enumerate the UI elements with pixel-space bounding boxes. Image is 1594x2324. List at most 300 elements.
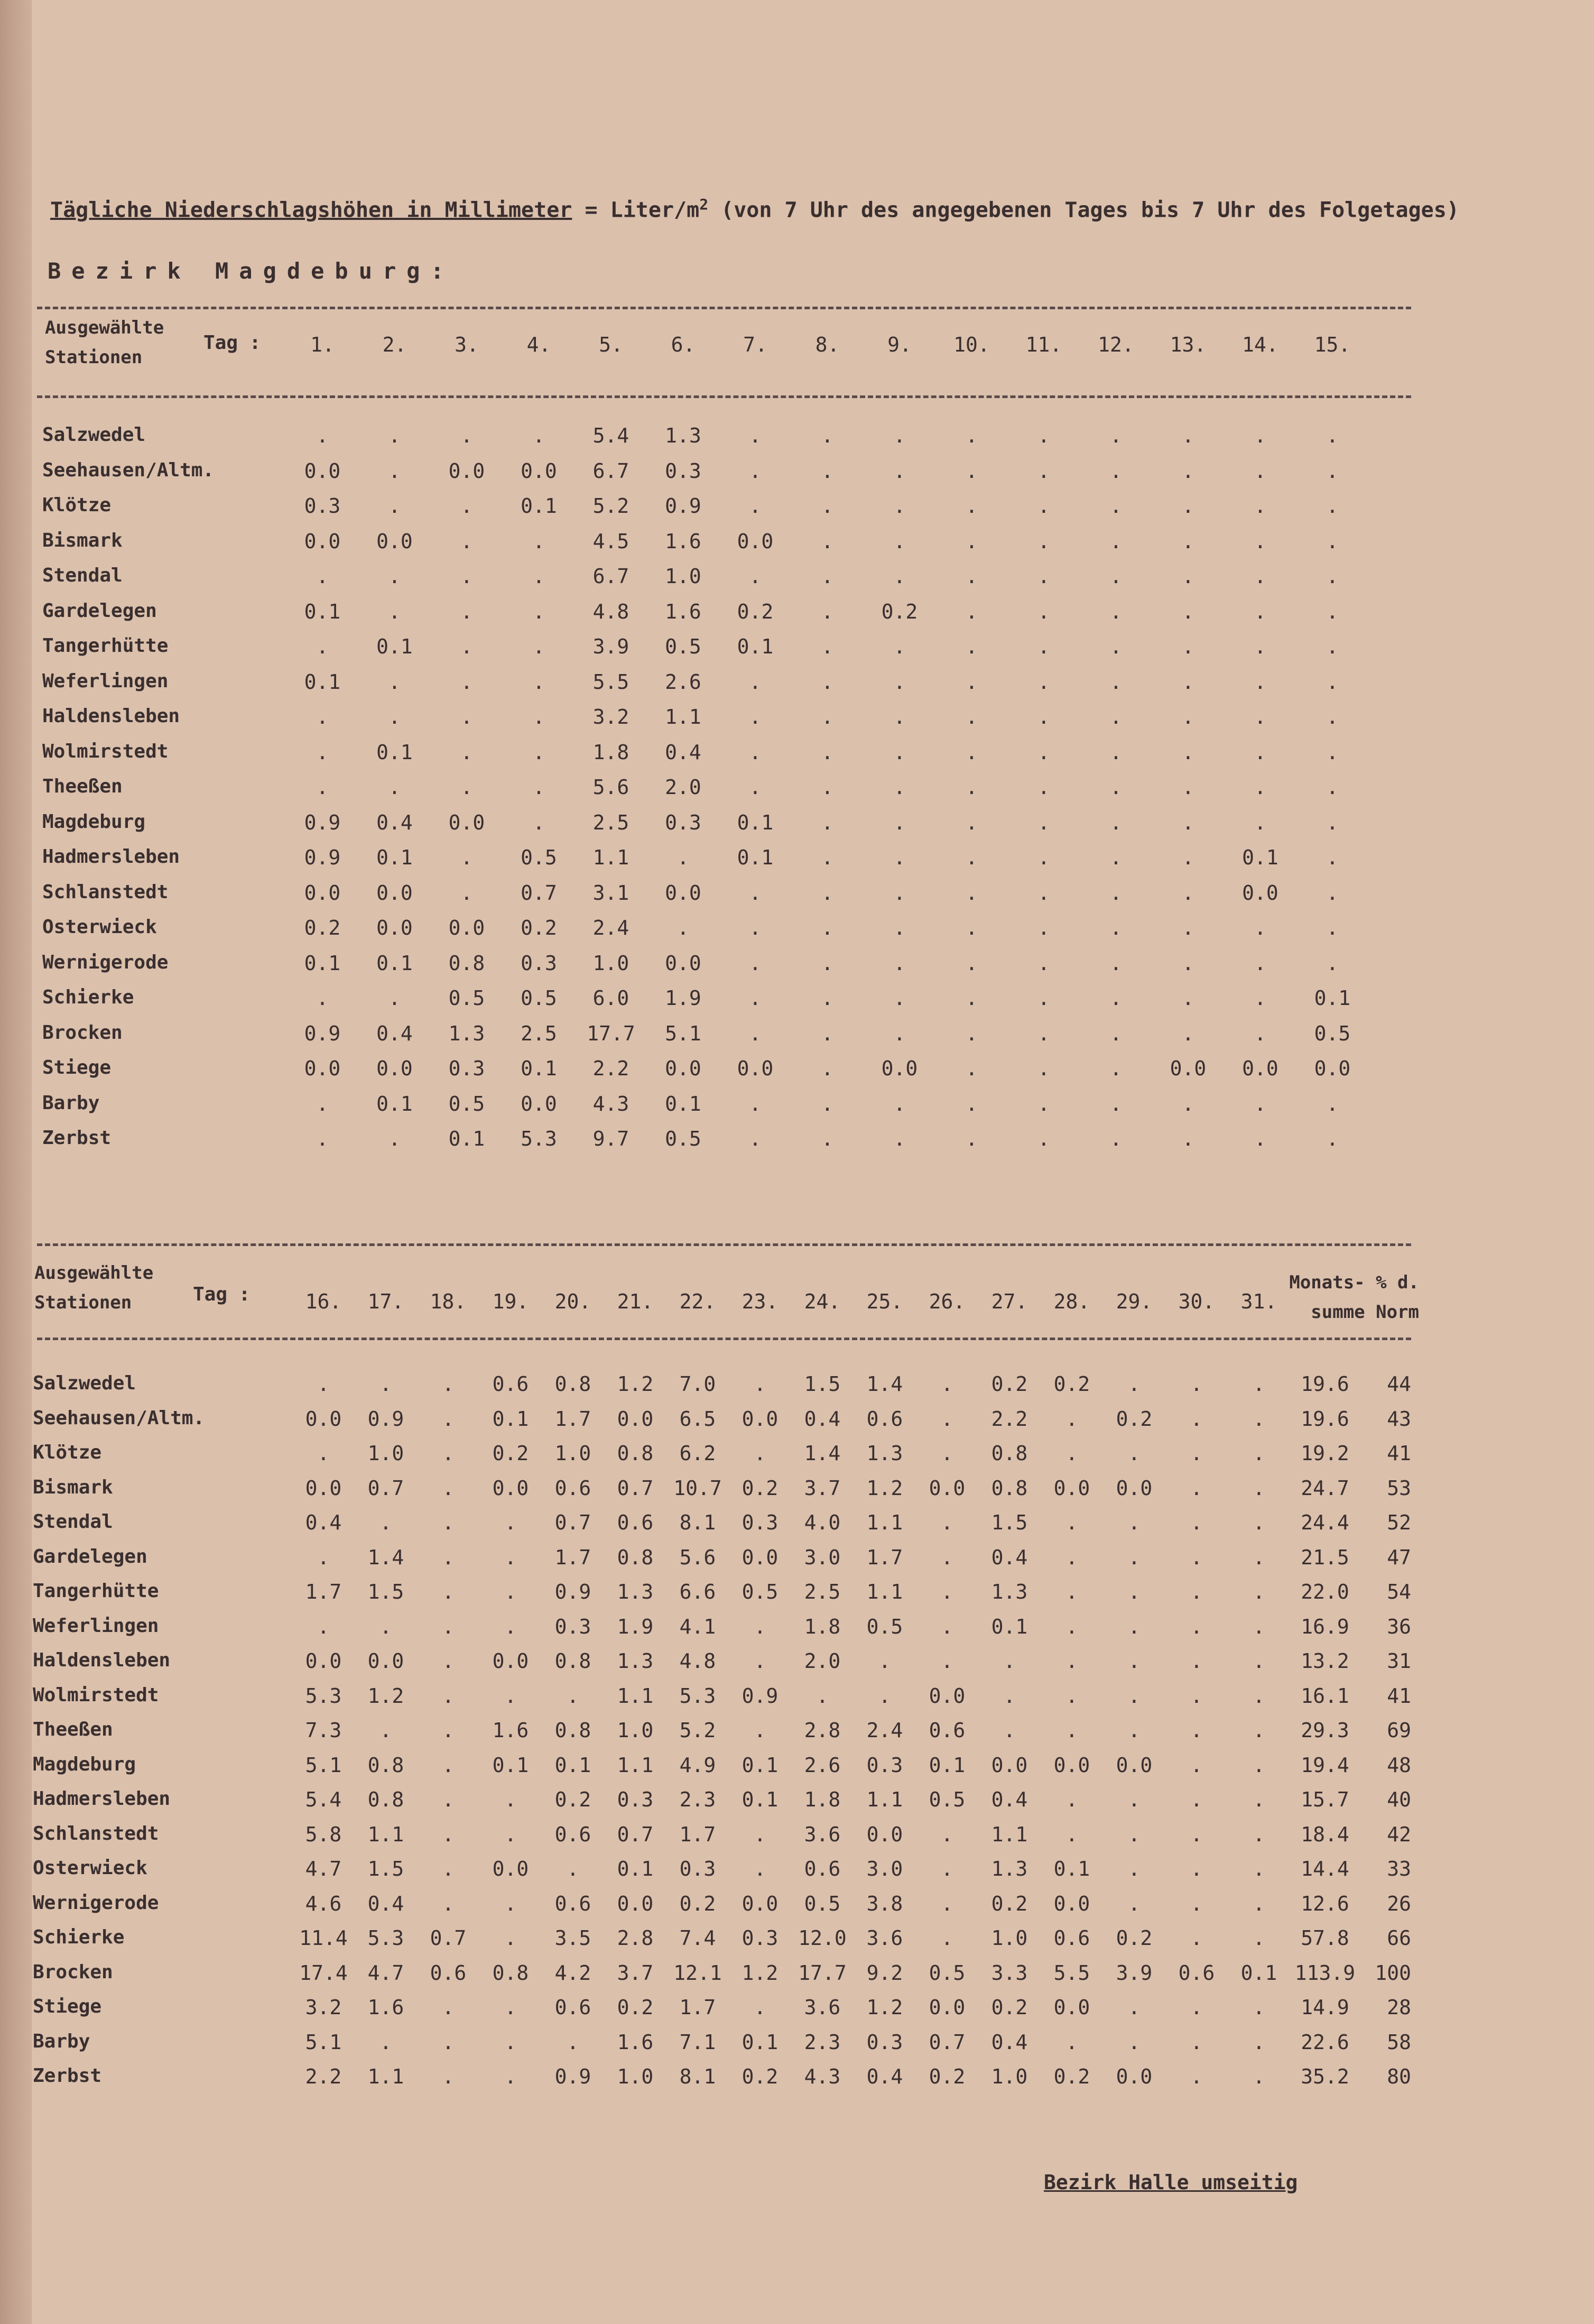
table2-value-cell: 3.5 <box>554 1926 591 1950</box>
table1-value-cell: . <box>749 494 762 518</box>
table2-value-cell: . <box>1128 1442 1141 1465</box>
table2-value-cell: . <box>504 1996 517 2019</box>
table2-value-cell: 2.8 <box>617 1926 654 1950</box>
percent-norm-cell: 36 <box>1387 1615 1411 1638</box>
table1-value-cell: 0.1 <box>376 951 413 975</box>
table1-value-cell: . <box>1254 705 1266 728</box>
table2-station-name: Brocken <box>33 1961 113 1983</box>
table1-value-cell: . <box>749 916 762 939</box>
table2-value-cell: . <box>1190 1926 1203 1950</box>
percent-norm-cell: 69 <box>1387 1719 1411 1742</box>
table2-value-cell: 0.3 <box>617 1788 654 1811</box>
table2-value-cell: 0.8 <box>554 1649 591 1673</box>
table1-value-cell: 0.0 <box>1242 1057 1278 1080</box>
table1-tag-label: Tag : <box>203 332 261 354</box>
table1-value-cell: . <box>460 600 473 623</box>
table2-value-cell: . <box>1128 1511 1141 1534</box>
table2-value-cell: 8.1 <box>679 1511 716 1534</box>
table2-value-cell: 0.0 <box>1053 1753 1090 1777</box>
table2-day-header: 22. <box>679 1290 716 1313</box>
table1-value-cell: . <box>749 1092 762 1115</box>
table2-value-cell: 0.0 <box>1116 1476 1153 1500</box>
table2-value-cell: . <box>1253 2065 1265 2088</box>
monthly-sum-cell: 19.6 <box>1301 1372 1349 1396</box>
table2-value-cell: 1.1 <box>866 1511 903 1534</box>
table1-value-cell: 0.1 <box>521 1057 557 1080</box>
table1-value-cell: . <box>1254 635 1266 658</box>
table1-value-cell: . <box>1326 635 1339 658</box>
table1-value-cell: . <box>893 635 906 658</box>
table2-value-cell: . <box>379 2030 392 2054</box>
table2-day-header: 25. <box>866 1290 903 1313</box>
table2-value-cell: . <box>442 2030 455 2054</box>
table2-value-cell: . <box>1253 2030 1265 2054</box>
table1-value-cell: . <box>966 846 978 869</box>
table2-value-cell: 1.6 <box>367 1996 404 2019</box>
table1-value-cell: 0.0 <box>737 1057 774 1080</box>
monthly-sum-cell: 24.4 <box>1301 1511 1349 1534</box>
table1-value-cell: . <box>1110 635 1122 658</box>
table1-value-cell: . <box>966 881 978 905</box>
table2-value-cell: . <box>1190 1857 1203 1880</box>
table2-value-cell: . <box>1253 1857 1265 1880</box>
table2-value-cell: 0.6 <box>804 1857 841 1880</box>
table2-value-cell: 0.6 <box>554 1476 591 1500</box>
table1-value-cell: . <box>1110 776 1122 799</box>
table1-value-cell: 0.1 <box>1242 846 1278 869</box>
table1-value-cell: . <box>749 776 762 799</box>
table1-value-cell: . <box>893 494 906 518</box>
percent-norm-cell: 43 <box>1387 1407 1411 1431</box>
table2-value-cell: . <box>1003 1719 1016 1742</box>
table2-day-header: 28. <box>1053 1290 1090 1313</box>
table1-day-header: 4. <box>526 333 551 356</box>
table1-value-cell: . <box>1110 424 1122 447</box>
table1-value-cell: . <box>966 494 978 518</box>
table2-station-name: Zerbst <box>33 2065 102 2087</box>
table1-value-cell: 2.2 <box>592 1057 629 1080</box>
table2-value-cell: . <box>1065 2030 1078 2054</box>
table1-value-cell: . <box>1037 494 1050 518</box>
monthly-sum-cell: 19.4 <box>1301 1753 1349 1777</box>
table1-value-cell: . <box>966 424 978 447</box>
table2-value-cell: 0.1 <box>991 1615 1028 1638</box>
table2-value-cell: 1.0 <box>617 1719 654 1742</box>
table1-value-cell: . <box>460 635 473 658</box>
table1-station-name: Theeßen <box>42 776 123 797</box>
table2-station-name: Osterwieck <box>33 1857 147 1879</box>
table2-value-cell: . <box>1065 1407 1078 1431</box>
table1-value-cell: . <box>533 600 545 623</box>
table2-value-cell: . <box>504 1822 517 1846</box>
table1-value-cell: 5.3 <box>521 1127 557 1150</box>
table1-station-name: Zerbst <box>42 1127 112 1149</box>
table2-value-cell: . <box>504 1788 517 1811</box>
percent-norm-cell: 40 <box>1387 1788 1411 1811</box>
table1-value-cell: 0.2 <box>881 600 918 623</box>
table2-value-cell: 0.6 <box>554 1996 591 2019</box>
table1-value-cell: . <box>821 986 833 1010</box>
table2-value-cell: . <box>941 1649 953 1673</box>
table1-value-cell: 0.0 <box>1314 1057 1351 1080</box>
table2-value-cell: . <box>442 2065 455 2088</box>
table1-value-cell: . <box>893 810 906 834</box>
table2-value-cell: 4.7 <box>305 1857 342 1880</box>
table1-value-cell: . <box>893 916 906 939</box>
monthly-sum-cell: 19.2 <box>1301 1442 1349 1465</box>
table1-value-cell: 0.4 <box>376 1021 413 1045</box>
table2-value-cell: 0.0 <box>305 1649 342 1673</box>
table2-value-cell: . <box>442 1580 455 1603</box>
table2-value-cell: . <box>442 1719 455 1742</box>
table2-value-cell: 0.8 <box>991 1442 1028 1465</box>
table1-value-cell: . <box>1037 600 1050 623</box>
table1-value-cell: . <box>966 600 978 623</box>
table1-value-cell: . <box>1182 740 1194 764</box>
table1-value-cell: 0.0 <box>737 529 774 553</box>
table2-value-cell: 4.6 <box>305 1892 342 1915</box>
table2-value-cell: 0.0 <box>991 1753 1028 1777</box>
table2-value-cell: 7.4 <box>679 1926 716 1950</box>
table1-value-cell: . <box>821 1092 833 1115</box>
table2-value-cell: 1.2 <box>617 1372 654 1396</box>
table2-value-cell: . <box>1065 1615 1078 1638</box>
table1-value-cell: . <box>533 670 545 694</box>
table2-value-cell: 0.9 <box>554 1580 591 1603</box>
table1-value-cell: . <box>966 459 978 483</box>
table1-value-cell: . <box>966 635 978 658</box>
table1-value-cell: . <box>388 565 401 588</box>
table2-value-cell: . <box>1253 1580 1265 1603</box>
monthly-sum-cell: 35.2 <box>1301 2065 1349 2088</box>
table1-day-header: 7. <box>743 333 767 356</box>
table1-value-cell: . <box>966 670 978 694</box>
table1-value-cell: 0.1 <box>737 846 774 869</box>
sum-header-line1: Monats- % d. <box>1289 1272 1419 1293</box>
table2-value-cell: 1.0 <box>617 2065 654 2088</box>
table2-value-cell: . <box>442 1684 455 1708</box>
percent-norm-cell: 28 <box>1387 1996 1411 2019</box>
table2-value-cell: 11.4 <box>299 1926 348 1950</box>
table2-value-cell: 0.7 <box>929 2030 966 2054</box>
table2-value-cell: . <box>504 1926 517 1950</box>
table2-value-cell: 5.6 <box>679 1545 716 1569</box>
table2-value-cell: . <box>1128 1719 1141 1742</box>
table1-value-cell: 0.1 <box>521 494 557 518</box>
table2-value-cell: . <box>442 1615 455 1638</box>
table2-value-cell: 6.5 <box>679 1407 716 1431</box>
table1-value-cell: 0.1 <box>376 635 413 658</box>
table1-value-cell: 1.6 <box>665 600 701 623</box>
table1-value-cell: . <box>388 776 401 799</box>
table2-value-cell: 0.7 <box>617 1822 654 1846</box>
table1-value-cell: . <box>1326 916 1339 939</box>
table1-value-cell: 0.0 <box>304 459 341 483</box>
table2-value-cell: 0.2 <box>991 1892 1028 1915</box>
table2-value-cell: 0.4 <box>991 1545 1028 1569</box>
monthly-sum-cell: 14.4 <box>1301 1857 1349 1880</box>
table2-value-cell: 0.4 <box>991 2030 1028 2054</box>
table2-value-cell: 5.1 <box>305 2030 342 2054</box>
table1-value-cell: . <box>1326 1092 1339 1115</box>
table1-value-cell: . <box>966 951 978 975</box>
table2-value-cell: 4.9 <box>679 1753 716 1777</box>
monthly-sum-cell: 57.8 <box>1301 1926 1349 1950</box>
table2-value-cell: . <box>567 1684 579 1708</box>
table2-day-header: 29. <box>1116 1290 1153 1313</box>
table1-value-cell: 6.0 <box>592 986 629 1010</box>
monthly-sum-cell: 113.9 <box>1294 1961 1356 1985</box>
table1-value-cell: . <box>893 881 906 905</box>
table2-station-name: Bismark <box>33 1476 113 1498</box>
table1-station-name: Bismark <box>42 529 123 551</box>
table2-value-cell: . <box>1128 1545 1141 1569</box>
table2-value-cell: 1.3 <box>866 1442 903 1465</box>
sum-norm-header <box>1268 1268 1419 1327</box>
table2-station-name: Tangerhütte <box>33 1580 159 1602</box>
table1-value-cell: 0.1 <box>304 600 341 623</box>
table1-value-cell: 0.2 <box>521 916 557 939</box>
table1-value-cell: 0.0 <box>376 529 413 553</box>
table1-value-cell: 3.2 <box>592 705 629 728</box>
table2-value-cell: . <box>1128 1372 1141 1396</box>
percent-norm-cell: 41 <box>1387 1684 1411 1708</box>
table1-value-cell: . <box>749 670 762 694</box>
table2-value-cell: . <box>1065 1649 1078 1673</box>
table2-value-cell: . <box>754 1996 766 2019</box>
table1-value-cell: 1.1 <box>665 705 701 728</box>
table1-value-cell: . <box>316 635 329 658</box>
table2-value-cell: 0.0 <box>305 1407 342 1431</box>
table1-value-cell: . <box>1254 916 1266 939</box>
table2-value-cell: 1.7 <box>554 1407 591 1431</box>
table2-value-cell: 2.2 <box>305 2065 342 2088</box>
table1-value-cell: 5.5 <box>592 670 629 694</box>
table1-value-cell: . <box>749 705 762 728</box>
table1-value-cell: 0.0 <box>448 916 485 939</box>
table1-value-cell: . <box>1182 916 1194 939</box>
table2-value-cell: 3.0 <box>866 1857 903 1880</box>
table2-value-cell: 1.3 <box>991 1857 1028 1880</box>
table2-value-cell: . <box>317 1545 330 1569</box>
table1-value-cell: . <box>460 424 473 447</box>
table2-value-cell: . <box>1190 1580 1203 1603</box>
table1-station-name: Wernigerode <box>42 951 169 973</box>
table1-value-cell: . <box>460 494 473 518</box>
table1-value-cell: 0.3 <box>448 1057 485 1080</box>
stations-header-line1: Ausgewählte <box>45 317 164 338</box>
table2-value-cell: 3.7 <box>617 1961 654 1985</box>
table2-value-cell: . <box>1128 1684 1141 1708</box>
title-unit: = Liter/m <box>572 198 700 223</box>
table2-value-cell: 0.3 <box>742 1511 779 1534</box>
table1-value-cell: . <box>460 740 473 764</box>
table2-value-cell: 0.6 <box>617 1511 654 1534</box>
table2-value-cell: . <box>504 1580 517 1603</box>
table2-value-cell: . <box>1065 1822 1078 1846</box>
table2-value-cell: 9.2 <box>866 1961 903 1985</box>
table1-value-cell: 0.1 <box>665 1092 701 1115</box>
table2-value-cell: 3.9 <box>1116 1961 1153 1985</box>
table1-value-cell: 0.7 <box>521 881 557 905</box>
table2-day-header: 27. <box>991 1290 1028 1313</box>
table2-value-cell: . <box>1128 1822 1141 1846</box>
separator-header2 <box>37 1338 1411 1340</box>
table1-day-header: 9. <box>887 333 912 356</box>
table2-value-cell: 3.6 <box>804 1822 841 1846</box>
table2-station-name: Barby <box>33 2030 90 2052</box>
table2-value-cell: . <box>1253 1372 1265 1396</box>
table2-value-cell: . <box>816 1684 829 1708</box>
table1-value-cell: 2.5 <box>521 1021 557 1045</box>
table2-value-cell: . <box>504 1545 517 1569</box>
table2-station-name: Stiege <box>33 1996 102 2017</box>
table1-value-cell: 0.0 <box>521 459 557 483</box>
table1-value-cell: 0.5 <box>665 635 701 658</box>
table2-value-cell: 0.8 <box>367 1788 404 1811</box>
table2-station-name: Schlanstedt <box>33 1822 159 1845</box>
table1-day-header: 8. <box>815 333 840 356</box>
table2-value-cell: 0.4 <box>804 1407 841 1431</box>
monthly-sum-cell: 13.2 <box>1301 1649 1349 1673</box>
table2-value-cell: 1.7 <box>554 1545 591 1569</box>
table1-value-cell: . <box>1110 529 1122 553</box>
table2-value-cell: . <box>442 1649 455 1673</box>
table2-value-cell: 0.3 <box>679 1857 716 1880</box>
table2-value-cell: . <box>1253 1649 1265 1673</box>
table1-value-cell: . <box>388 494 401 518</box>
table2-value-cell: 4.2 <box>554 1961 591 1985</box>
table2-value-cell: 0.0 <box>742 1545 779 1569</box>
table1-value-cell: . <box>316 1127 329 1150</box>
table1-value-cell: . <box>1254 529 1266 553</box>
table2-value-cell: 0.0 <box>929 1996 966 2019</box>
table2-value-cell: 4.3 <box>804 2065 841 2088</box>
table2-day-header: 24. <box>804 1290 841 1313</box>
table2-value-cell: . <box>1190 1788 1203 1811</box>
table2-value-cell: . <box>941 1926 953 1950</box>
table1-station-name: Stiege <box>42 1057 112 1078</box>
table1-value-cell: . <box>966 986 978 1010</box>
table2-value-cell: 0.8 <box>617 1442 654 1465</box>
table2-value-cell: 0.4 <box>866 2065 903 2088</box>
table2-value-cell: . <box>442 1372 455 1396</box>
table1-station-name: Hadmersleben <box>42 846 180 868</box>
percent-norm-cell: 31 <box>1387 1649 1411 1673</box>
table2-value-cell: 4.0 <box>804 1511 841 1534</box>
table2-value-cell: . <box>941 1857 953 1880</box>
table1-value-cell: 5.1 <box>665 1021 701 1045</box>
table1-value-cell: 0.1 <box>737 810 774 834</box>
table2-value-cell: . <box>442 1545 455 1569</box>
table1-station-name: Haldensleben <box>42 705 180 727</box>
table1-value-cell: . <box>316 705 329 728</box>
table1-value-cell: . <box>1182 1127 1194 1150</box>
table1-value-cell: . <box>749 986 762 1010</box>
table2-value-cell: . <box>1065 1511 1078 1534</box>
table1-value-cell: . <box>966 705 978 728</box>
table1-value-cell: 0.3 <box>665 810 701 834</box>
table2-value-cell: . <box>1003 1649 1016 1673</box>
table1-value-cell: . <box>1110 916 1122 939</box>
table1-value-cell: . <box>966 740 978 764</box>
table1-value-cell: 2.5 <box>592 810 629 834</box>
table2-station-name: Seehausen/Altm. <box>33 1407 205 1429</box>
table2-value-cell: . <box>1253 1788 1265 1811</box>
table2-value-cell: 5.1 <box>305 1753 342 1777</box>
table1-value-cell: . <box>388 705 401 728</box>
table2-value-cell: 5.8 <box>305 1822 342 1846</box>
table2-value-cell: 2.0 <box>804 1649 841 1673</box>
table2-value-cell: 1.5 <box>804 1372 841 1396</box>
table2-value-cell: 0.5 <box>929 1961 966 1985</box>
table1-value-cell: 0.0 <box>521 1092 557 1115</box>
table1-value-cell: . <box>677 916 689 939</box>
table2-value-cell: . <box>442 1857 455 1880</box>
table1-value-cell: . <box>1110 1127 1122 1150</box>
table1-value-cell: . <box>821 635 833 658</box>
table2-value-cell: 0.0 <box>367 1649 404 1673</box>
table2-value-cell: 3.2 <box>305 1996 342 2019</box>
table2-value-cell: . <box>941 1892 953 1915</box>
table1-value-cell: . <box>460 529 473 553</box>
table1-value-cell: . <box>388 1127 401 1150</box>
table2-value-cell: . <box>1253 1511 1265 1534</box>
table1-value-cell: 1.3 <box>448 1021 485 1045</box>
table2-day-header: 31. <box>1240 1290 1277 1313</box>
table1-value-cell: . <box>388 670 401 694</box>
table1-value-cell: . <box>1037 705 1050 728</box>
table1-value-cell: 0.8 <box>448 951 485 975</box>
table1-value-cell: 4.3 <box>592 1092 629 1115</box>
table2-value-cell: 0.2 <box>991 1372 1028 1396</box>
table2-value-cell: . <box>1253 1615 1265 1638</box>
table2-value-cell: . <box>1253 1926 1265 1950</box>
table1-value-cell: 0.9 <box>665 494 701 518</box>
table2-value-cell: 10.7 <box>673 1476 722 1500</box>
table2-day-header: 20. <box>554 1290 591 1313</box>
table2-value-cell: . <box>1253 1476 1265 1500</box>
table1-value-cell: 0.9 <box>304 846 341 869</box>
table1-value-cell: . <box>1326 670 1339 694</box>
table2-value-cell: . <box>1253 1753 1265 1777</box>
table1-value-cell: 0.1 <box>376 740 413 764</box>
table1-value-cell: 0.5 <box>521 986 557 1010</box>
table2-value-cell: . <box>1190 1684 1203 1708</box>
table2-value-cell: 12.0 <box>798 1926 847 1950</box>
table1-station-name: Stendal <box>42 565 123 586</box>
table2-value-cell: 1.0 <box>554 1442 591 1465</box>
table2-station-name: Salzwedel <box>33 1372 136 1394</box>
table2-value-cell: 1.1 <box>866 1580 903 1603</box>
table1-value-cell: . <box>1182 1021 1194 1045</box>
table2-value-cell: 5.3 <box>367 1926 404 1950</box>
table1-value-cell: . <box>1037 916 1050 939</box>
table2-value-cell: 5.3 <box>305 1684 342 1708</box>
table2-value-cell: . <box>317 1615 330 1638</box>
table1-day-header: 10. <box>953 333 990 356</box>
table1-value-cell: 1.3 <box>665 424 701 447</box>
table2-value-cell: 1.7 <box>305 1580 342 1603</box>
table2-value-cell: 3.0 <box>804 1545 841 1569</box>
table1-value-cell: 1.8 <box>592 740 629 764</box>
table2-value-cell: 0.6 <box>492 1372 529 1396</box>
table1-value-cell: . <box>821 565 833 588</box>
table1-value-cell: 1.0 <box>592 951 629 975</box>
monthly-sum-cell: 24.7 <box>1301 1476 1349 1500</box>
table2-value-cell: . <box>379 1615 392 1638</box>
table2-value-cell: . <box>504 1892 517 1915</box>
